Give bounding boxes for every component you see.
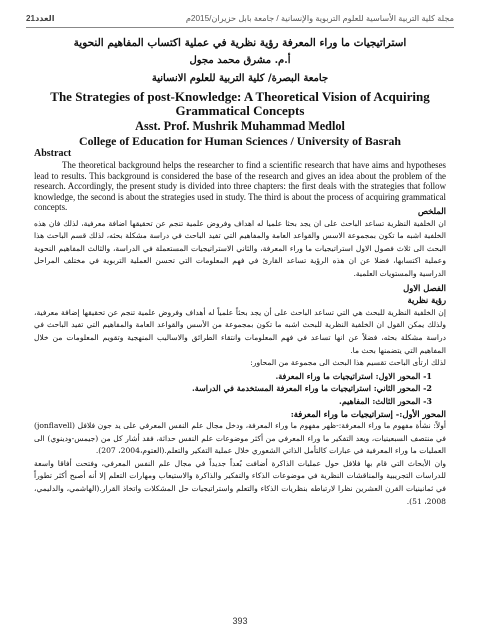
- english-affiliation: College of Education for Human Sciences / University of Basrah: [79, 134, 401, 148]
- issue-number: العدد21: [26, 14, 55, 23]
- axes-intro: لذلك ارتأى الباحث تقسيم هذا البحث الى مجموعة من المحاور:: [250, 358, 446, 368]
- running-header: [26, 11, 454, 25]
- english-title: The Strategies of post-Knowledge: A Theoretical Vision of Acquiring Grammatical Concepts: [50, 89, 430, 118]
- running-title: مجلة كلية التربية الأساسية للعلوم التربوية والإنسانية / جامعة بابل حزيران/2015م: [185, 14, 454, 23]
- axis-list-item-2: 2- المحور الثاني: استراتيجيات ما وراء المعرفة المستخدمة في الدراسة.: [191, 383, 432, 394]
- axis-list-item-1: 1- المحور الاول: استراتيجيات ما وراء المعرفة.: [275, 370, 432, 381]
- summary-heading: الملخص: [417, 206, 446, 216]
- english-author: Asst. Prof. Mushrik Muhammad Medlol: [135, 119, 345, 133]
- arabic-body: [34, 205, 446, 508]
- abstract-heading: Abstract: [34, 148, 72, 159]
- page-number: 393: [232, 616, 248, 626]
- arabic-title: استراتيجيات ما وراء المعرفة رؤية نظرية في عملية اكتساب المفاهيم النحوية: [73, 37, 407, 49]
- arabic-author: أ.م. مشرق محمد مجول: [189, 55, 291, 66]
- abstract-text: The theoretical background helps the researcher to find a scientific research that have aims and hypotheses lead to results. This background is considered the base of the research and gives an idea about the problem of the research. Accordingly, the present study is divided into three chapters: the first deals with the strategies that follow knowledge, the second is about the strategies used in study. The third is about the process of acquiring grammatical concepts.: [34, 160, 446, 212]
- header-rule: [26, 27, 454, 28]
- axis-list-item-3: 3- المحور الثالث: المفاهيم.: [339, 395, 432, 406]
- summary-text: ان الخلفية النظرية تساعد الباحث على ان يجد بحثا علميا له اهداف وفروض علمية تنجم عن تحقيقها اضافة معرفية، لذلك فان هذه الخلفية اشبه ما تكون بمجموعة الاسس والقواعد العامة والمفاهيم التي تفيد الباحث في دراسة مشكلة بحثه، لذلك قسم الباحث هذا البحث الى ثلاث فصول الاول استراتيجيات ما وراء المعرفة، والثاني الاستراتيجيات المستعملة في الدراسة، والثالث المفاهيم النحوية وعملية اكتسابها، فضلا عن ان هذه الرؤية تساعد القارئ في فهم المعلومات التي تحسن العملية التربوية في مختلف المراحل الدراسية والمستويات العلمية.: [34, 218, 446, 278]
- chapter-para-1: إن الخلفية النظرية للبحث هي التي تساعد الباحث على أن يجد بحثاً علمياً له أهداف وفروض علمية تنجم عن تحقيقها إضافة معرفية، ولذلك يمكن القول ان الخلفية النظرية للبحث اشبه ما تكون بمجموعة من الأسس والقواعد العامة والمفاهيم التي تفيد الباحث في دراسة مشكلة بحثه، فضلاً عن انها تساعد في فهم المعلومات وانتقاء الطرائق والاساليب المنهجية وتقويم المعلومات من خلال المفاهيم التي يتضمنها بحث ما.: [34, 307, 446, 355]
- chapter-para-2: أولاً: نشأة مفهوم ما وراء المعرفة:-ظهر مفهوم ما وراء المعرفة، ودخل مجال علم النفس المعرفي على يد جون فلافل (jonflavell) في منتصف السبعينيات، ويعد التفكير ما وراء المعرفي من أكثر موضوعات علم النفس حداثة، فقد أشار كل من (جيمس-ودينوي) الى العمليات ما وراء المعرفية في عبارات كالتأمل الذاتي الشعوري خلال عملية التفكير والتعلم.(العتوم،2004، 207).: [34, 421, 446, 456]
- chapter-subheading: رؤية نظرية: [407, 295, 446, 306]
- chapter-heading: الفصل الاول: [403, 282, 446, 293]
- arabic-affiliation: جامعة البصرة/ كلية التربية للعلوم الانسانية: [151, 73, 329, 84]
- axis1-heading: المحور الأول:- إستراتيجيات ما وراء المعرفة:: [290, 408, 446, 419]
- chapter-para-3: وان الأبحاث التي قام بها فلافل حول عمليات الذاكرة أضافت بُعداً جديداً في مجال علم النفس المعرفي، وفتحت أفاقا واسعة للدراسات التجريبية والمناقشات النظرية في موضوعات الذكاء والتفكير والذاكرة والاستيعاب ومهارات التعلم إلا أنه أصبح أكثر تطوراً في ثمانينيات القرن العشرين نظرا لارتباطه بنظريات الذكاء والتعلم واستراتيجيات حل المشكلات واتخاذ القرار.(الهاشمي، والدليمي، 2008، 51).: [34, 458, 446, 506]
